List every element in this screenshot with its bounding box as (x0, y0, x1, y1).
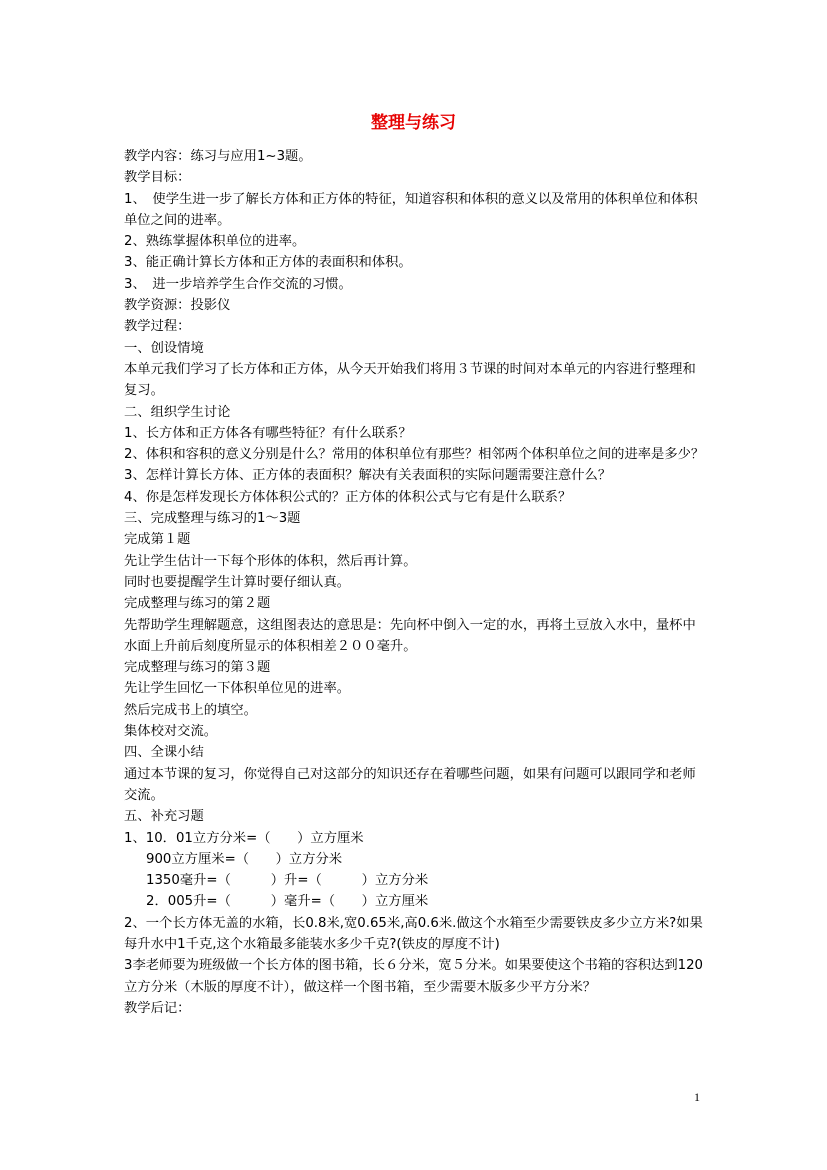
text-line: 集体校对交流。 (124, 724, 218, 740)
text-line: 2、熟练掌握体积单位的进率。 (124, 234, 306, 250)
text-line: 先让学生回忆一下体积单位见的进率。 (124, 681, 351, 697)
text-line: 同时也要提醒学生计算时要仔细认真。 (124, 574, 351, 590)
text-line: 然后完成书上的填空。 (124, 702, 257, 718)
text-line: 2、体积和容积的意义分别是什么？常用的体积单位有那些？相邻两个体积单位之间的进率是多少？ (124, 447, 705, 463)
document-body (124, 146, 708, 1019)
section-heading: 五、补充习题 (124, 809, 204, 825)
text-line: 3、怎样计算长方体、正方体的表面积？解决有关表面积的实际问题需要注意什么？ (124, 468, 612, 484)
section-heading: 一、创设情境 (124, 340, 204, 356)
text-line: 教学后记： (124, 1000, 191, 1016)
text-line: 教学目标： (124, 170, 191, 186)
text-line: 3、能正确计算长方体和正方体的表面积和体积。 (124, 255, 412, 271)
exercise-line: 1、10．01立方分米=（ ）立方厘米 (124, 830, 364, 846)
text-line: 完成整理与练习的第３题 (124, 660, 271, 676)
text-line: 1、长方体和正方体各有哪些特征？有什么联系？ (124, 425, 412, 441)
page-number: 1 (694, 1090, 700, 1104)
text-line: 1、 使学生进一步了解长方体和正方体的特征，知道容积和体积的意义以及常用的体积单位和体积单位之间的进率。 (124, 191, 698, 228)
text-line: 3、 进一步培养学生合作交流的习惯。 (124, 276, 352, 292)
exercise-line: 900立方厘米=（ ）立方分米 (146, 851, 343, 867)
text-line: 完成第１题 (124, 532, 191, 548)
exercise-line: 3李老师要为班级做一个长方体的图书箱，长６分米，宽５分米。如果要使这个书箱的容积达到120立方分米（木版的厚度不计），做这样一个图书箱，至少需要木版多少平方分米？ (124, 958, 704, 995)
text-line: 4、你是怎样发现长方体体积公式的？正方体的体积公式与它有是什么联系？ (124, 489, 572, 505)
text-line: 先让学生估计一下每个形体的体积，然后再计算。 (124, 553, 417, 569)
section-heading: 三、完成整理与练习的1～3题 (124, 511, 301, 527)
exercise-line: 2、一个长方体无盖的水箱，长0.8米,宽0.65米,高0.6米.做这个水箱至少需要铁皮多少立方米?如果每升水中1千克,这个水箱最多能装水多少千克?(铁皮的厚度不计) (124, 915, 703, 952)
document-title: 整理与练习 (371, 113, 456, 133)
text-line: 教学过程： (124, 319, 191, 335)
exercise-line: 1350毫升=（ ）升=（ ）立方分米 (146, 873, 429, 889)
section-heading: 二、组织学生讨论 (124, 404, 231, 420)
exercise-line: 2．005升=（ ）毫升=（ ）立方厘米 (146, 894, 429, 910)
text-line: 本单元我们学习了长方体和正方体，从今天开始我们将用３节课的时间对本单元的内容进行整理和复习。 (124, 361, 696, 399)
text-line: 教学内容：练习与应用1~3题。 (124, 149, 312, 164)
text-line: 教学资源：投影仪 (124, 298, 231, 314)
text-line: 完成整理与练习的第２题 (124, 596, 271, 612)
text-line: 通过本节课的复习，你觉得自己对这部分的知识还存在着哪些问题，如果有问题可以跟同学和老师交流。 (124, 766, 696, 803)
text-line: 先帮助学生理解题意，这组图表达的意思是：先向杯中倒入一定的水，再将土豆放入水中，量杯中水面上升前后刻度所显示的体积相差２００毫升。 (124, 617, 696, 654)
section-heading: 四、全课小结 (124, 745, 204, 761)
